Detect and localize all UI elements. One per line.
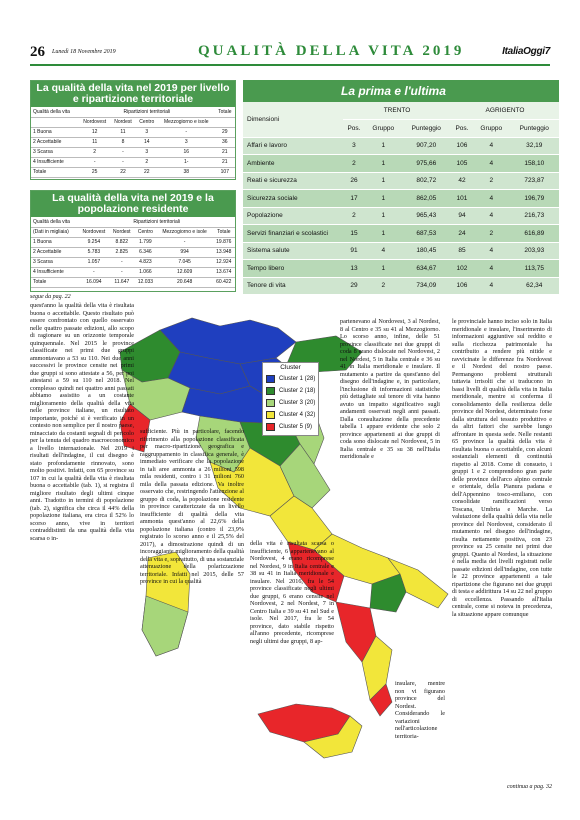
- table1-cell: 3: [136, 147, 158, 157]
- prima-ultima-cell: 723,87: [510, 172, 559, 190]
- city1-header: TRENTO: [343, 102, 451, 120]
- table2-cell: 2.825: [109, 247, 134, 257]
- prima-ultima-cell: 4: [473, 207, 510, 225]
- legend-item: [263, 409, 318, 421]
- legend-swatch: [266, 399, 275, 407]
- prima-ultima-row: [243, 137, 559, 155]
- prima-ultima-cell: 4: [473, 260, 510, 278]
- prima-ultima-cell: 1: [365, 225, 402, 243]
- table1-cell: 21: [215, 157, 235, 167]
- prima-ultima-cell: 203,93: [510, 242, 559, 260]
- table1-cell: 2: [79, 147, 110, 157]
- table2-cell: 12.033: [134, 277, 156, 287]
- table2-col: Nordovest: [78, 227, 109, 237]
- legend-item: [263, 373, 318, 385]
- prima-ultima-cell: 180,45: [402, 242, 451, 260]
- table2-cell: 9.254: [78, 237, 109, 247]
- prima-ultima-cell: 158,10: [510, 155, 559, 173]
- prima-ultima-cell: 965,43: [402, 207, 451, 225]
- legend-swatch: [266, 387, 275, 395]
- table1-cell: 36: [215, 137, 235, 147]
- prima-ultima-cell: 42: [451, 172, 473, 190]
- prima-ultima-cell: 113,75: [510, 260, 559, 278]
- table2-cell: 5.783: [78, 247, 109, 257]
- subcol: Gruppo: [473, 120, 510, 138]
- table1-cell: Totale: [31, 167, 79, 177]
- issue-date: Lunedì 18 Novembre 2019: [52, 49, 116, 55]
- article-column-2: sufficiente. Più in particolare, facendo riferimento alla popolazione classificata per macro-ripartizione geografica e raggruppamento in classifica generale, è immediato verificare che la popolazione in tali aree ammonta a 26 milioni 598 mila residenti, contro i 31 milioni 760 mila della passata edizione. Va inoltre osservato che, restringendo l'attenzione al gruppo di coda, la popolazione residente in province caratterizzate da un livello insufficiente di qualità della vita ammonta quest'anno al 22,6% della popolazione italiana (contro il 23,9% registrato lo scorso anno e il 25,5% del 2017), a dimostrazione quindi di un incoraggiante miglioramento della qualità della vita e, soprattutto, di una sostanziale attenuazione della polarizzazione territoriale. Infatti nel 2015, delle 57 province in cui la qualità: [140, 428, 244, 585]
- prima-ultima-cell: 101: [451, 190, 473, 208]
- table1-cell: 12: [79, 127, 110, 137]
- table1-cell: 2 Accettabile: [31, 137, 79, 147]
- prima-ultima-cell: 105: [451, 155, 473, 173]
- table1-row: [31, 167, 235, 177]
- table1-cell: 8: [110, 137, 135, 147]
- table2-row: [31, 267, 235, 277]
- table2-row: [31, 277, 235, 287]
- prima-ultima-cell: 62,34: [510, 277, 559, 295]
- prima-ultima-cell: 196,79: [510, 190, 559, 208]
- prima-ultima-cell: Sicurezza sociale: [243, 190, 343, 208]
- prima-ultima-cell: 106: [451, 137, 473, 155]
- table2-cell: 994: [157, 247, 213, 257]
- prima-ultima-cell: 1: [365, 137, 402, 155]
- table1-cell: 16: [158, 147, 215, 157]
- prima-ultima-cell: 1: [365, 172, 402, 190]
- prima-ultima-cell: 85: [451, 242, 473, 260]
- prima-ultima-cell: 32,19: [510, 137, 559, 155]
- prima-ultima-cell: 1: [365, 155, 402, 173]
- prima-ultima-cell: 907,20: [402, 137, 451, 155]
- article-column-4: le provinciale hanno inciso solo in Italia meridionale e insulare, l'inserimento di informazioni aggiuntive sul reddito e sulla ricchezza patrimoniale ha contribuito a rendere più nitide e ravvicinate le differenze fra Nordovest e il Nordest del nostro paese. Permangono problemi strutturali tuttavia irrisolti che si traducono in bassi livelli di qualità della vita in Italia meridionale, mentre si conferma il consolidamento della resilienza delle province del Nordest, determinato forse dalla struttura del tessuto produttivo e da altri fattori che sarebbe lungo affrontare in questa sede. Nelle restanti 65 province la qualità della vita è risultata buona o accettabile, con alcuni sostanziali elementi di continuità rispetto al 2018. Come di consueto, i gruppi 1 e 2 comprendono gran parte delle province dell'arco alpino centrale e orientale, della Pianura padana e dell'Appennino tosco-emiliano, con consolidate ramificazioni verso Toscana, Umbria e Marche. La valutazione della qualità della vita nelle province del Nordovest, considerato il mutamento nel disegno dell'indagine, risulta nettamente positiva, con 23 province su 25 censite nei primi due gruppi. Quanto al Nordest, la situazione è nella media dei livelli registrati nelle passate edizioni dell'indagine, con tutte le 22 province appartenenti a tale ripartizione che figurano nei due gruppi di testa e addirittura 14 su 22 nel gruppo di eccellenza. Passando all'Italia centrale, come si noteva in precedenza, la situazione appare comunque: [452, 318, 552, 618]
- table1-col-total: Totale: [215, 107, 235, 117]
- table2-cell: 20.648: [157, 277, 213, 287]
- prima-ultima-cell: 1: [365, 207, 402, 225]
- table1-cell: 4 Insufficiente: [31, 157, 79, 167]
- table2-cell: 1.799: [134, 237, 156, 247]
- prima-ultima-row: [243, 207, 559, 225]
- table2-row: [31, 257, 235, 267]
- prima-ultima-cell: Sistema salute: [243, 242, 343, 260]
- subcol: Pos.: [451, 120, 473, 138]
- legend-swatch: [266, 411, 275, 419]
- prima-ultima-cell: 4: [473, 190, 510, 208]
- table1-col: Centro: [136, 117, 158, 127]
- table1-cell: 1 Buona: [31, 127, 79, 137]
- table1-row: [31, 137, 235, 147]
- table1-cell: 11: [110, 127, 135, 137]
- prima-ultima-cell: 4: [473, 155, 510, 173]
- table2-cell: 3 Scarsa: [31, 257, 78, 267]
- table1-cell: 3 Scarsa: [31, 147, 79, 157]
- table2-cell: 16.094: [78, 277, 109, 287]
- table2-cell: 19.876: [213, 237, 235, 247]
- prima-ultima-row: [243, 155, 559, 173]
- subcol: Punteggio: [510, 120, 559, 138]
- prima-ultima-row: [243, 277, 559, 295]
- page-number: 26: [30, 44, 45, 60]
- prima-ultima-table: [243, 102, 559, 295]
- prima-ultima-cell: 1: [365, 190, 402, 208]
- table1-row: [31, 127, 235, 137]
- table2-cell: 1 Buona: [31, 237, 78, 247]
- table2-cell: 4.823: [134, 257, 156, 267]
- table1-cell: 14: [136, 137, 158, 147]
- table2-cell: -: [109, 267, 134, 277]
- table2-col: Mezzogiorno e isole: [157, 227, 213, 237]
- article-column-1: quest'anno la qualità della vita è risultata buona o accettabile. Questo risultato può essere confrontato con quello osservato nelle quattro passate edizioni, allo scopo di ragionare su un orizzonte temporale quinquennale. Nel 2015 le province classificate nei primi due gruppi ammontavano a 53 su 110. Nei due anni successivi le province censite nei primi due gruppi si sono attestate a 56, per poi attestarsi a 59 su 110 nel 2018. Nel complesso quindi nei quattro anni passati abbiamo assistito a un costante miglioramento della qualità della vita nelle province italiane, un risultato importante, poiché si è verificato in un contesto non semplice per il nostro paese, minacciato da costanti segnali di pericolo per la tenuta del quadro macroeconomico a livello internazionale. Nel 2019 i risultati dell'indagine, il cui disegno è stato profondamente rinnovato, sono molto positivi. Infatti, con 65 province su 107 in cui la qualità della vita è risultata buona o accettabile (tab. 1), si registra il migliore risultato degli ultimi cinque anni. Tradotto in termini di popolazione (tab. 2), significa che circa il 44% della popolazione italiana, era circa il 52% lo scorso anno, vive in territori contraddistinti da una qualità della vita scarsa o in-: [30, 302, 134, 542]
- prima-ultima-cell: Popolazione: [243, 207, 343, 225]
- table1-group-header: Ripartizioni territoriali: [79, 107, 215, 117]
- prima-ultima-cell: 13: [343, 260, 365, 278]
- prima-ultima-cell: 4: [473, 242, 510, 260]
- table1-cell: 29: [215, 127, 235, 137]
- prima-ultima-title: La prima e l'ultima: [243, 80, 559, 102]
- prima-ultima-cell: 862,05: [402, 190, 451, 208]
- table1-cell: 107: [215, 167, 235, 177]
- table1-cell: 22: [136, 167, 158, 177]
- legend-label: Cluster 1 (28): [279, 376, 316, 382]
- article-column-3b: partenevano al Nordovest, 3 al Nordest, 8 al Centro e 35 su 41 al Mezzogiorno. Lo scorso anno, infine, delle 51 province classificate nei due gruppi di coda 8 erano dislocate nel Nordovest, 2 nel Nordest, 5 in Italia centrale e 36 su 41 in Italia meridionale e insulare. Il mutamento a partire da quest'anno del disegno dell'indagine e, in particolare, l'inclusione di informazioni statistiche più dettagliate sul tenore di vita hanno avuto un impatto significativo sugli andamenti osservati negli anni passati. Dalla consultazione della precedente tabella 1 appare evidente che solo 2 province appartenenti ai due gruppi di coda sono dislocate nel Nordovest, 5 in Italia centrale e 35 su 38 nell'Italia meridionale e: [340, 318, 440, 460]
- table1-cell: 3: [136, 127, 158, 137]
- legend-item: [263, 421, 318, 433]
- legend-label: Cluster 3 (20): [279, 400, 316, 406]
- table2-unit: (Dati in migliaia): [31, 227, 78, 237]
- prima-ultima-cell: 4: [365, 242, 402, 260]
- prima-ultima-cell: 3: [343, 137, 365, 155]
- table2-col: Centro: [134, 227, 156, 237]
- table2-cell: 12.924: [213, 257, 235, 267]
- legend-swatch: [266, 375, 275, 383]
- header-rule: [30, 64, 550, 66]
- prima-ultima-row: [243, 190, 559, 208]
- table2-title: La qualità della vita nel 2019 e la popolazione residente: [31, 191, 235, 217]
- prima-ultima-cell: 24: [451, 225, 473, 243]
- legend-title: Cluster: [280, 364, 301, 371]
- subcol: Punteggio: [402, 120, 451, 138]
- prima-ultima-cell: 4: [473, 137, 510, 155]
- section-title: QUALITÀ DELLA VITA 2019: [198, 43, 465, 59]
- prima-ultima-row: [243, 242, 559, 260]
- table2-cell: 11.647: [109, 277, 134, 287]
- table2-row: [31, 237, 235, 247]
- prima-ultima-cell: Ambiente: [243, 155, 343, 173]
- subcol: Pos.: [343, 120, 365, 138]
- prima-ultima-cell: 17: [343, 190, 365, 208]
- table2-cell: 60.422: [213, 277, 235, 287]
- table2-cell: 2 Accettabile: [31, 247, 78, 257]
- legend-swatch: [266, 423, 275, 431]
- table1-cell: 1-: [158, 157, 215, 167]
- table2-group-header: Ripartizioni territoriali: [78, 217, 235, 227]
- table1-col: Nordest: [110, 117, 135, 127]
- table1-cell: -: [110, 157, 135, 167]
- table2-cell: 4 Insufficiente: [31, 267, 78, 277]
- table2-cell: 6.346: [134, 247, 156, 257]
- prima-ultima-cell: 687,53: [402, 225, 451, 243]
- prima-ultima-cell: 26: [343, 172, 365, 190]
- table1-cell: 3: [158, 137, 215, 147]
- legend-item: [263, 385, 318, 397]
- table2-col0: Qualità della vita: [31, 217, 78, 227]
- table2-cell: -: [157, 237, 213, 247]
- prima-ultima-cell: 4: [473, 277, 510, 295]
- table1-cell: -: [158, 127, 215, 137]
- table2-box: [30, 190, 236, 292]
- table1-cell: 11: [79, 137, 110, 147]
- prima-ultima-cell: 2: [343, 155, 365, 173]
- prima-ultima-cell: 91: [343, 242, 365, 260]
- page-header: [30, 42, 550, 64]
- prima-ultima-cell: 734,09: [402, 277, 451, 295]
- table2-cell: 7.045: [157, 257, 213, 267]
- prima-ultima-cell: 634,67: [402, 260, 451, 278]
- table1-col: Nordovest: [79, 117, 110, 127]
- table1-cell: 22: [110, 167, 135, 177]
- legend-item: [263, 397, 318, 409]
- prima-ultima-cell: 616,89: [510, 225, 559, 243]
- prima-ultima-cell: 802,72: [402, 172, 451, 190]
- subcol: Gruppo: [365, 120, 402, 138]
- table1-cell: -: [110, 147, 135, 157]
- table1-box: [30, 80, 236, 180]
- table2: [31, 217, 235, 288]
- article-column-3c: insulare, mentre non vi figurano province del Nordest. Considerando le variazioni nell'articolazione territoria-: [395, 680, 445, 740]
- prima-ultima-cell: 2: [473, 225, 510, 243]
- brand-logo: ItaliaOggi7: [502, 46, 550, 57]
- dimensioni-header: Dimensioni: [243, 102, 343, 137]
- prima-ultima-cell: 106: [451, 277, 473, 295]
- prima-ultima-row: [243, 225, 559, 243]
- prima-ultima-cell: Affari e lavoro: [243, 137, 343, 155]
- prima-ultima-cell: 975,66: [402, 155, 451, 173]
- table2-cell: -: [109, 257, 134, 267]
- prima-ultima-cell: 1: [365, 260, 402, 278]
- table1-cell: 25: [79, 167, 110, 177]
- prima-ultima-cell: 102: [451, 260, 473, 278]
- prima-ultima-cell: 29: [343, 277, 365, 295]
- prima-ultima-cell: 2: [473, 172, 510, 190]
- prima-ultima-cell: 94: [451, 207, 473, 225]
- table2-col: Totale: [213, 227, 235, 237]
- map-legend: [262, 362, 319, 436]
- table2-row: [31, 247, 235, 257]
- table2-cell: Totale: [31, 277, 78, 287]
- table1-col0: Qualità della vita: [31, 107, 79, 117]
- table1-col: Mezzogiorno e isole: [158, 117, 215, 127]
- prima-ultima-cell: Tempo libero: [243, 260, 343, 278]
- city2-header: AGRIGENTO: [451, 102, 559, 120]
- legend-label: Cluster 5 (9): [279, 424, 313, 430]
- table2-cell: -: [78, 267, 109, 277]
- table2-cell: 13.674: [213, 267, 235, 277]
- table2-cell: 13.948: [213, 247, 235, 257]
- prima-ultima-cell: Tenore di vita: [243, 277, 343, 295]
- article-column-3a: della vita è risultata scarsa o insufficiente, 6 appartenevano al Nordovest, 4 erano ricomprese nel Nordest, 9 in Italia centrale e 38 su 41 in Italia meridionale e insulare. Nel 2016, fra le 54 province classificate negli ultimi due gruppi, 6 erano censite nel Nordovest, 2 nel Nordest, 7 in Centro Italia e 39 su 41 nel Sud e isole. Nel 2017, fra le 54 province, dato stabile rispetto all'anno precedente, ricomprese negli ultimi due gruppi, 8 ap-: [250, 540, 334, 645]
- table1-cell: 2: [136, 157, 158, 167]
- table1: [31, 107, 235, 178]
- legend-label: Cluster 4 (32): [279, 412, 316, 418]
- table2-cell: 8.822: [109, 237, 134, 247]
- segue-note: segue da pag. 22: [30, 294, 71, 300]
- prima-ultima-cell: 15: [343, 225, 365, 243]
- table1-row: [31, 147, 235, 157]
- prima-ultima-box: [243, 80, 559, 314]
- table1-title: La qualità della vita nel 2019 per livello e ripartizione territoriale: [31, 81, 235, 107]
- prima-ultima-row: [243, 260, 559, 278]
- prima-ultima-cell: 2: [343, 207, 365, 225]
- table2-col: Nordest: [109, 227, 134, 237]
- table1-cell: -: [79, 157, 110, 167]
- prima-ultima-cell: 2: [365, 277, 402, 295]
- prima-ultima-cell: 216,73: [510, 207, 559, 225]
- legend-label: Cluster 2 (18): [279, 388, 316, 394]
- table2-cell: 1.057: [78, 257, 109, 267]
- table1-cell: 38: [158, 167, 215, 177]
- table2-cell: 1.066: [134, 267, 156, 277]
- prima-ultima-cell: Servizi finanziari e scolastici: [243, 225, 343, 243]
- table1-cell: 21: [215, 147, 235, 157]
- prima-ultima-row: [243, 172, 559, 190]
- table1-row: [31, 157, 235, 167]
- continua-note: continua a pag. 32: [507, 784, 552, 790]
- prima-ultima-cell: Reati e sicurezza: [243, 172, 343, 190]
- table2-cell: 12.609: [157, 267, 213, 277]
